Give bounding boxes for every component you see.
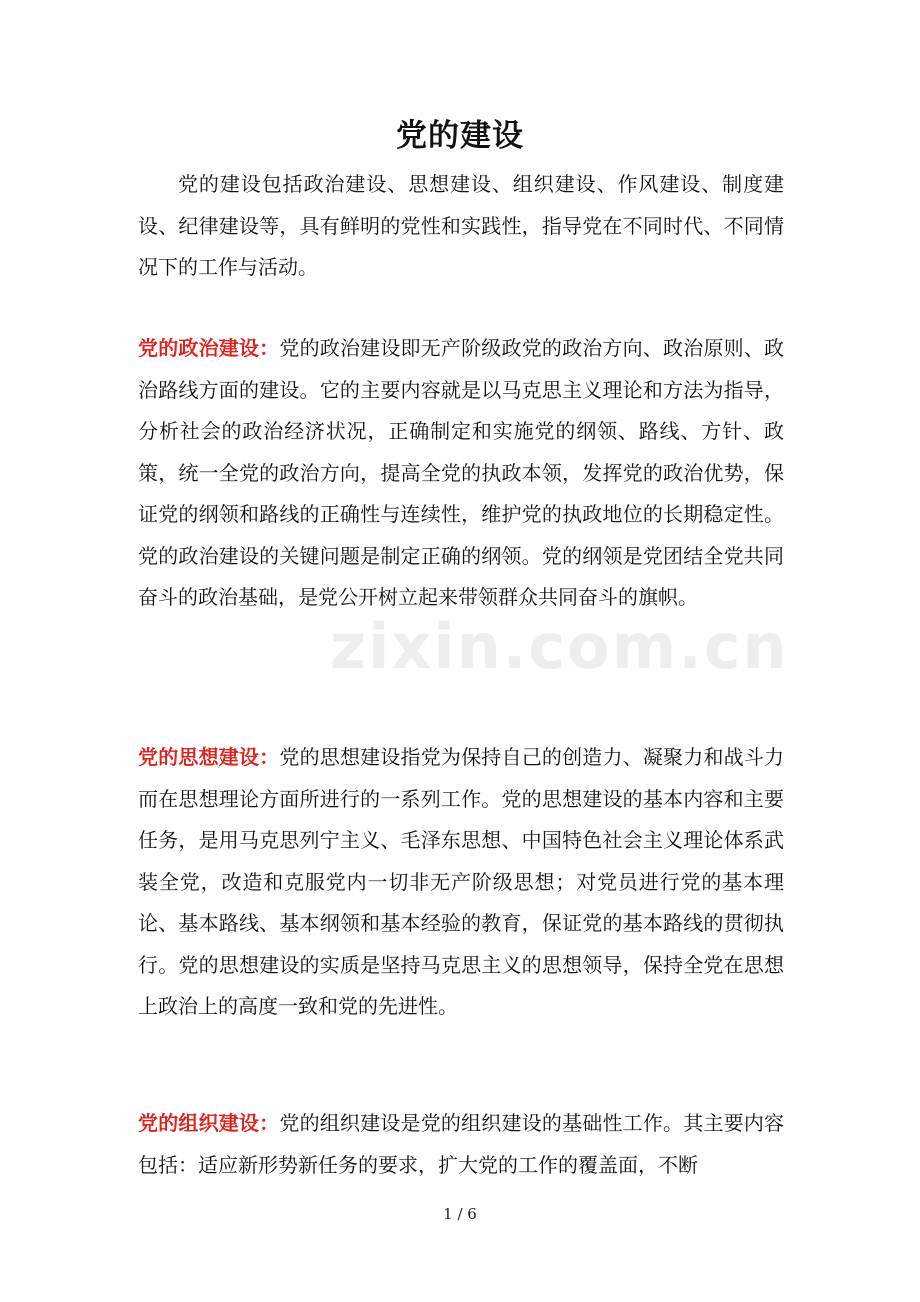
section-organizational-label-text: 党的组织建设 bbox=[138, 1111, 260, 1135]
section-organizational-body: 党的组织建设是党的组织建设的基础性工作。其主要内容包括：适应新形势新任务的要求，扩大党的工作的覆盖面，不断 bbox=[138, 1111, 785, 1177]
section-organizational-paragraph bbox=[138, 1103, 784, 1186]
section-political-label-text: 党的政治建设 bbox=[138, 336, 260, 360]
section-political-body: 党的政治建设即无产阶级政党的政治方向、政治原则、政治路线方面的建设。它的主要内容就是以马克思主义理论和方法为指导，分析社会的政治经济状况，正确制定和实施党的纲领、路线、方针、政策，统一全党的政治方向，提高全党的执政本领，发挥党的政治优势，保证党的纲领和路线的正确性与连续性，维护党的执政地位的长期稳定性。党的政治建设的关键问题是制定正确的纲领。党的纲领是党团结全党共同奋斗的政治基础，是党公开树立起来带领群众共同奋斗的旗帜。 bbox=[138, 336, 785, 609]
intro-paragraph: 党的建设包括政治建设、思想建设、组织建设、作风建设、制度建设、纪律建设等，具有鲜明的党性和实践性，指导党在不同时代、不同情况下的工作与活动。 bbox=[138, 172, 784, 279]
section-political-label bbox=[138, 336, 279, 360]
section-ideological-label bbox=[138, 745, 279, 769]
section-organizational-label bbox=[138, 1111, 279, 1135]
section-label-colon: ： bbox=[259, 745, 280, 769]
document-title: 党的建设 bbox=[396, 118, 524, 154]
section-ideological-paragraph bbox=[138, 737, 784, 1028]
section-political-paragraph bbox=[138, 328, 784, 619]
section-label-colon: ： bbox=[259, 1111, 280, 1135]
page-number: 1 / 6 bbox=[443, 1205, 477, 1223]
section-label-colon: ： bbox=[259, 336, 280, 360]
watermark-text: zixin.com.cn bbox=[330, 610, 789, 683]
section-ideological-label-text: 党的思想建设 bbox=[138, 745, 260, 769]
section-ideological-body: 党的思想建设指党为保持自己的创造力、凝聚力和战斗力而在思想理论方面所进行的一系列工作。党的思想建设的基本内容和主要任务，是用马克思列宁主义、毛泽东思想、中国特色社会主义理论体系武装全党，改造和克服党内一切非无产阶级思想；对党员进行党的基本理论、基本路线、基本纲领和基本经验的教育，保证党的基本路线的贯彻执行。党的思想建设的实质是坚持马克思主义的思想领导，保持全党在思想上政治上的高度一致和党的先进性。 bbox=[138, 745, 785, 1018]
